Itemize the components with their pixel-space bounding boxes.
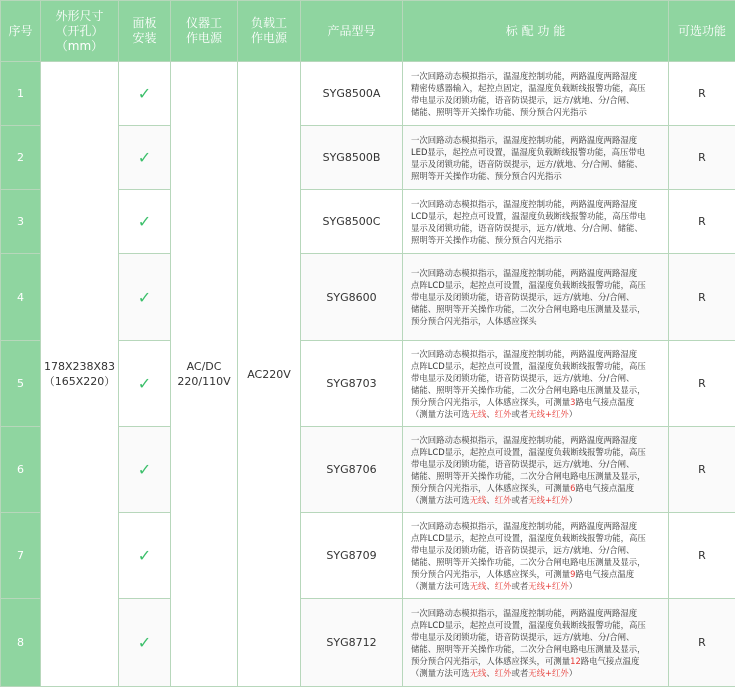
check-icon: ✓ <box>119 190 171 254</box>
header-power-line: 作电源 <box>185 31 222 45</box>
feature-highlight: 12 <box>570 655 581 666</box>
header-load-line: 作电源 <box>250 31 287 45</box>
feature-line: 一次回路动态模拟指示，温湿度控制功能，两路温度两路湿度 <box>411 134 638 145</box>
feature-text: 路 <box>575 568 584 579</box>
feature-line: 预分预合闪光指示，人体感应探头 <box>411 316 537 326</box>
feature-line: 储能、照明等开关操作功能，二次分合闸电路电压测量及显示， <box>411 470 646 481</box>
product-model: SYG8709 <box>301 513 403 599</box>
check-icon: ✓ <box>119 513 171 599</box>
feature-highlight: 无线 <box>469 667 487 678</box>
header-no: 序号 <box>1 1 41 62</box>
feature-line: 储能、照明等开关操作功能，二次分合闸电路电压测量及显示， <box>411 556 646 567</box>
feature-description <box>403 190 669 254</box>
product-model: SYG8500B <box>301 126 403 190</box>
row-number: 8 <box>1 599 41 687</box>
feature-line: 一次回路动态模拟指示，温湿度控制功能，两路温度两路湿度 <box>411 198 638 209</box>
feature-text: （测量方法可选 <box>411 667 470 678</box>
feature-text: 预分预合闪光指示，人体感应探头，可测量 <box>411 396 571 407</box>
feature-line <box>411 482 662 494</box>
feature-text: 电气接点温度 <box>583 568 635 579</box>
feature-line <box>411 580 662 592</box>
feature-line: 带电显示及闭锁功能，语音防误提示，远方/就地、分/合闸、 <box>411 94 635 105</box>
feature-text: ） <box>568 580 578 591</box>
header-model: 产品型号 <box>301 1 403 62</box>
table-row <box>1 62 735 126</box>
feature-text: ） <box>568 408 578 419</box>
feature-line <box>411 494 662 506</box>
power-line: AC/DC <box>186 360 222 373</box>
feature-line: 一次回路动态模拟指示，温湿度控制功能，两路温度两路湿度 <box>411 268 638 278</box>
feature-line: 显示及闭锁功能，语音防误提示，远方/就地、分/合闸、储能、 <box>411 158 643 169</box>
feature-text: 预分预合闪光指示，人体感应探头，可测量 <box>411 568 571 579</box>
feature-line: 点阵LCD显示，起控点可设置，温湿度负载断线报警功能，高压 <box>411 280 646 290</box>
feature-line: 点阵LCD显示，起控点可设置，温湿度负载断线报警功能，高压 <box>411 360 646 371</box>
size-line: （165X220） <box>43 375 116 388</box>
header-size-line: （mm） <box>55 38 104 53</box>
feature-description <box>403 254 669 341</box>
check-icon: ✓ <box>119 62 171 126</box>
feature-text: 或者 <box>511 667 529 678</box>
check-icon: ✓ <box>119 254 171 341</box>
header-power-line: 仪器工 <box>185 16 222 30</box>
feature-line: 带电显示及闭锁功能，语音防误提示，远方/就地、分/合闸、 <box>411 631 635 642</box>
check-icon: ✓ <box>119 427 171 513</box>
product-model: SYG8703 <box>301 341 403 427</box>
feature-highlight: 无线+红外 <box>528 667 569 678</box>
feature-line: LED显示，起控点可设置，温湿度负载断线报警功能，高压带电 <box>411 146 646 157</box>
feature-line: 一次回路动态模拟指示，温湿度控制功能，两路温度两路湿度 <box>411 607 638 618</box>
product-model: SYG8500C <box>301 190 403 254</box>
feature-text: 电气接点温度 <box>589 655 640 666</box>
feature-highlight: 红外 <box>494 494 512 505</box>
row-number: 7 <box>1 513 41 599</box>
feature-line: 带电显示及闭锁功能，语音防误提示，远方/就地、分/合闸、 <box>411 292 635 302</box>
feature-highlight: 9 <box>570 568 576 579</box>
feature-line: 储能、照明等开关操作功能，二次分合闸电路电压测量及显示， <box>411 643 646 654</box>
product-model: SYG8706 <box>301 427 403 513</box>
feature-highlight: 无线 <box>469 580 487 591</box>
feature-text: 、 <box>486 667 495 678</box>
table-body <box>1 62 735 687</box>
header-load-line: 负载工 <box>250 16 287 30</box>
row-number: 1 <box>1 62 41 126</box>
feature-line: 储能、照明等开关操作功能、预分预合闪光指示 <box>411 106 587 117</box>
feature-highlight: 红外 <box>494 580 512 591</box>
feature-description <box>403 341 669 427</box>
feature-text: 或者 <box>511 580 529 591</box>
check-icon: ✓ <box>119 341 171 427</box>
header-panel <box>119 1 171 62</box>
feature-line: 一次回路动态模拟指示，温湿度控制功能，两路温度两路湿度 <box>411 348 638 359</box>
feature-text: 路 <box>580 655 590 666</box>
feature-line <box>411 655 662 667</box>
feature-line: 一次回路动态模拟指示，温湿度控制功能，两路温度两路湿度 <box>411 520 638 531</box>
feature-highlight: 无线 <box>469 408 487 419</box>
feature-line: 储能、照明等开关操作功能，二次分合闸电路电压测量及显示， <box>411 304 646 314</box>
power-cell <box>171 62 238 687</box>
feature-text: 、 <box>486 580 495 591</box>
feature-text: （测量方法可选 <box>411 494 470 505</box>
feature-highlight: 无线+红外 <box>528 494 569 505</box>
check-icon: ✓ <box>119 599 171 687</box>
header-size-line: 外形尺寸 <box>55 8 104 23</box>
feature-line: LCD显示，起控点可设置，温湿度负载断线报警功能，高压带电 <box>411 210 646 221</box>
row-number: 2 <box>1 126 41 190</box>
row-number: 5 <box>1 341 41 427</box>
feature-text: 电气接点温度 <box>583 396 635 407</box>
feature-description <box>403 62 669 126</box>
optional-feature: R <box>669 341 735 427</box>
optional-feature: R <box>669 254 735 341</box>
size-cell <box>41 62 119 687</box>
feature-line <box>411 667 662 679</box>
header-optional: 可选功能 <box>669 1 735 62</box>
feature-text: 路 <box>575 482 584 493</box>
feature-line: 点阵LCD显示，起控点可设置，温湿度负载断线报警功能，高压 <box>411 619 646 630</box>
header-size-line: （开孔） <box>55 23 104 38</box>
feature-text: 路 <box>575 396 584 407</box>
feature-line <box>411 396 662 408</box>
feature-line: 带电显示及闭锁功能，语音防误提示，远方/就地、分/合闸、 <box>411 372 635 383</box>
feature-line: 精密传感器输入，起控点固定，温湿度负载断线报警功能，高压 <box>411 82 646 93</box>
feature-line <box>411 568 662 580</box>
feature-highlight: 无线+红外 <box>528 580 569 591</box>
feature-line: 带电显示及闭锁功能，语音防误提示，远方/就地、分/合闸、 <box>411 458 635 469</box>
feature-highlight: 6 <box>570 482 576 493</box>
row-number: 4 <box>1 254 41 341</box>
feature-text: （测量方法可选 <box>411 408 470 419</box>
feature-text: 电气接点温度 <box>583 482 635 493</box>
power-line: 220/110V <box>177 375 231 388</box>
optional-feature: R <box>669 62 735 126</box>
feature-line: 储能、照明等开关操作功能，二次分合闸电路电压测量及显示， <box>411 384 646 395</box>
optional-feature: R <box>669 513 735 599</box>
feature-text: 、 <box>486 408 495 419</box>
feature-text: 或者 <box>511 494 529 505</box>
feature-line: 照明等开关操作功能、预分预合闪光指示 <box>411 170 562 181</box>
feature-description <box>403 513 669 599</box>
row-number: 6 <box>1 427 41 513</box>
feature-highlight: 3 <box>570 396 576 407</box>
feature-text: 预分预合闪光指示，人体感应探头，可测量 <box>411 655 571 666</box>
check-icon: ✓ <box>119 126 171 190</box>
header-features: 标 配 功 能 <box>403 1 669 62</box>
optional-feature: R <box>669 599 735 687</box>
feature-description <box>403 126 669 190</box>
feature-line: 点阵LCD显示，起控点可设置，温湿度负载断线报警功能，高压 <box>411 532 646 543</box>
feature-line: 点阵LCD显示，起控点可设置，温湿度负载断线报警功能，高压 <box>411 446 646 457</box>
feature-line: 一次回路动态模拟指示，温湿度控制功能，两路温度两路湿度 <box>411 434 638 445</box>
feature-line: 带电显示及闭锁功能，语音防误提示，远方/就地、分/合闸、 <box>411 544 635 555</box>
feature-description <box>403 599 669 687</box>
row-number: 3 <box>1 190 41 254</box>
feature-text: 、 <box>486 494 495 505</box>
feature-line: 照明等开关操作功能、预分预合闪光指示 <box>411 234 562 245</box>
feature-line: 一次回路动态模拟指示，温湿度控制功能，两路温度两路湿度 <box>411 70 638 81</box>
feature-text: 或者 <box>511 408 529 419</box>
feature-line <box>411 408 662 420</box>
product-model: SYG8500A <box>301 62 403 126</box>
header-row <box>1 1 735 62</box>
feature-highlight: 无线 <box>469 494 487 505</box>
size-line: 178X238X83 <box>43 360 116 373</box>
product-model: SYG8712 <box>301 599 403 687</box>
optional-feature: R <box>669 126 735 190</box>
feature-text: 预分预合闪光指示，人体感应探头，可测量 <box>411 482 571 493</box>
feature-highlight: 红外 <box>494 667 512 678</box>
header-load <box>238 1 301 62</box>
load-cell: AC220V <box>238 62 301 687</box>
product-model: SYG8600 <box>301 254 403 341</box>
feature-description <box>403 427 669 513</box>
feature-line: 显示及闭锁功能，语音防误提示，远方/就地、分/合闸、储能、 <box>411 222 643 233</box>
feature-text: （测量方法可选 <box>411 580 470 591</box>
header-panel-line: 面板 <box>132 16 157 30</box>
header-panel-line: 安装 <box>132 31 157 45</box>
feature-highlight: 红外 <box>494 408 512 419</box>
optional-feature: R <box>669 427 735 513</box>
feature-text: ） <box>568 494 578 505</box>
header-power <box>171 1 238 62</box>
optional-feature: R <box>669 190 735 254</box>
feature-text: ） <box>568 667 578 678</box>
header-size <box>41 1 119 62</box>
feature-highlight: 无线+红外 <box>528 408 569 419</box>
